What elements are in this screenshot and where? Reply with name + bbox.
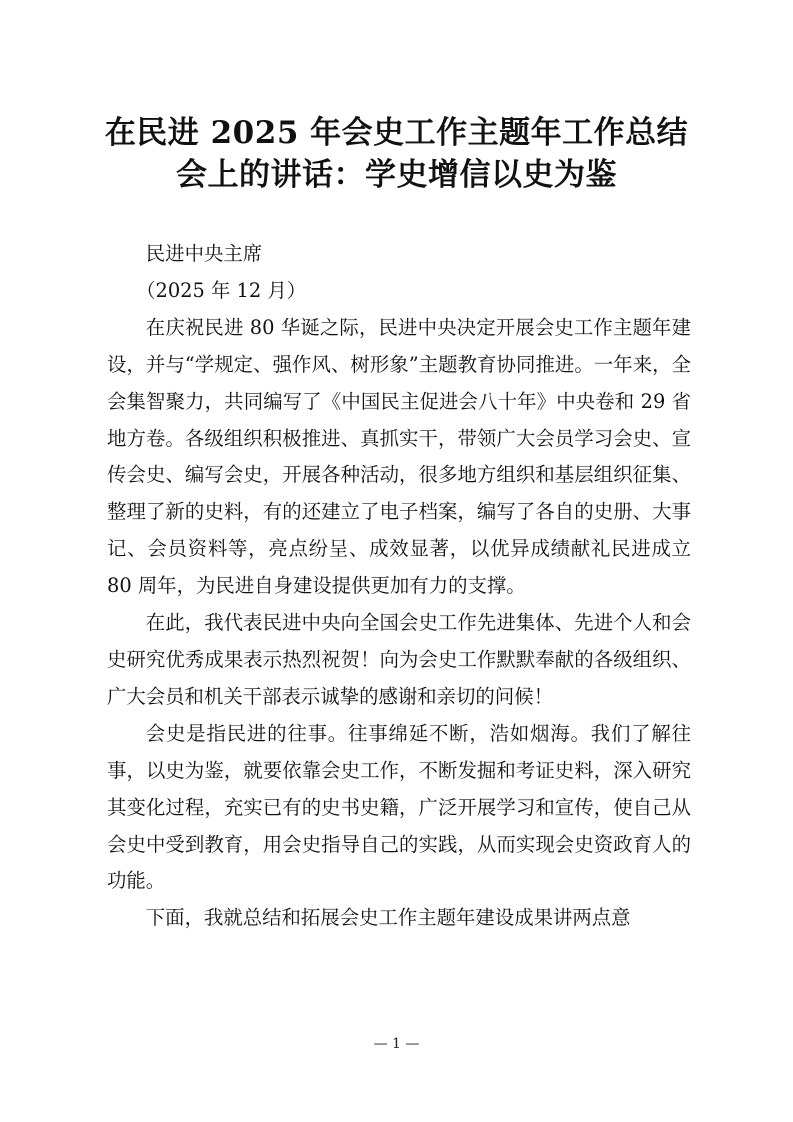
author-line: 民进中央主席: [145, 242, 263, 265]
date-line: （2025 年 12 月）: [136, 278, 307, 302]
page-number: — 1 —: [373, 1036, 420, 1052]
document-title-line-2: 会上的讲话：学史增信以史为鉴: [176, 157, 617, 193]
paragraph-3: 会史是指民进的往事。往事绵延不断，浩如烟海。我们了解往事，以史为鉴，就要依靠会史工作，不断发掘和考证史料，深入研究其变化过程，充实已有的史书史籍，广泛开展学习和宣传，使自己从会史中受到教育，用会史指导自己的实践，从而实现会史资政育人的功能。: [107, 721, 691, 893]
document-title-line-1: 在民进 2025 年会史工作主题年工作总结: [104, 115, 689, 151]
paragraph-1: 在庆祝民进 80 华诞之际，民进中央决定开展会史工作主题年建设，并与“学规定、强作风、树形象”主题教育协同推进。一年来，全会集智聚力，共同编写了《中国民主促进会八十年》中央卷和 29 省地方卷。各级组织积极推进、真抓实干，带领广大会员学习会史、宣传会史、编写会史，开展各种活动，很多地方组织和基层组织征集、整理了新的史料，有的还建立了电子档案，编写了各自的史册、大事记、会员资料等，亮点纷呈、成效显著，以优异成绩献礼民进成立 80 周年，为民进自身建设提供更加有力的支撑。: [107, 315, 691, 598]
document-body: [107, 236, 691, 937]
paragraph-2: 在此，我代表民进中央向全国会史工作先进集体、先进个人和会史研究优秀成果表示热烈祝贺！向为会史工作默默奉献的各级组织、广大会员和机关干部表示诚挚的感谢和亲切的问候！: [107, 611, 691, 708]
paragraph-4: 下面，我就总结和拓展会史工作主题年建设成果讲两点意: [145, 906, 631, 930]
